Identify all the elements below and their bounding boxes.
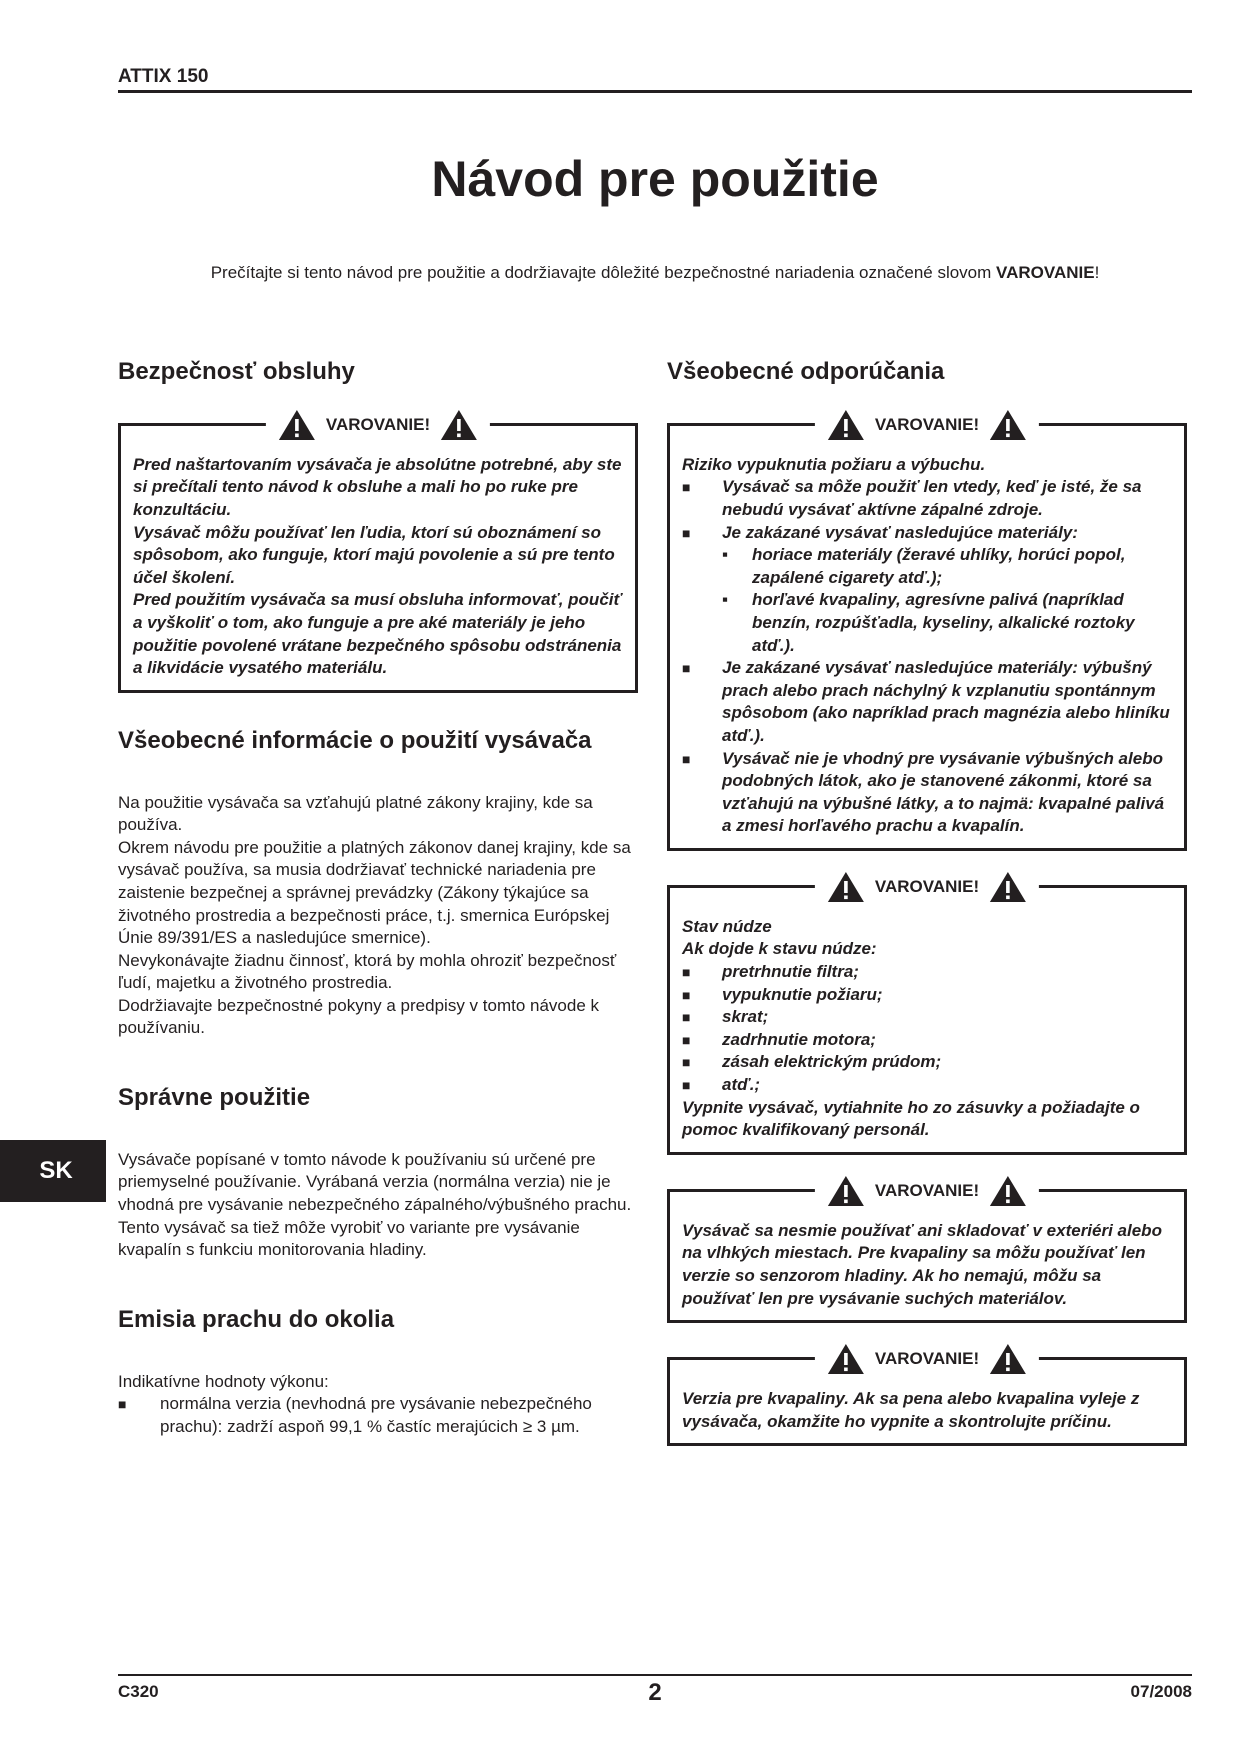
- warning-body: [682, 916, 1172, 1142]
- paragraph: Na použitie vysávača sa vzťahujú platné zákony krajiny, kde sa používa.: [118, 792, 593, 835]
- list-item: ■ zadrhnutie motora;: [682, 1029, 1172, 1052]
- warning-box-fire-explosion: [667, 414, 1187, 851]
- list-item: ■ Je zakázané vysávať nasledujúce materiály: výbušný prach alebo prach náchylný k vzplanutiu spontánnym spôsobom (ako napríklad prach magnézia alebo hliníku atď.).: [682, 657, 1172, 747]
- warning-triangle-icon: [989, 409, 1027, 441]
- warning-box-emergency: [667, 876, 1187, 1155]
- sub-list-item: ▪ horiace materiály (žeravé uhlíky, horúci popol, zapálené cigarety atď.);: [722, 544, 1172, 589]
- list-item: ■ normálna verzia (nevhodná pre vysávanie nebezpečného prachu): zadrží aspoň 99,1 % častíc merajúcich ≥ 3 µm.: [118, 1393, 638, 1438]
- warning-triangle-icon: [989, 1343, 1027, 1375]
- footer-date: 07/2008: [1130, 1682, 1192, 1701]
- warning-triangle-icon: [278, 409, 316, 441]
- general-info-text: [118, 792, 638, 1041]
- warning-box-outdoor-use: [667, 1180, 1187, 1323]
- section-heading-general-recommendations: Všeobecné odporúčania: [667, 358, 945, 385]
- bullet-list: [682, 961, 1172, 1097]
- warning-label: VAROVANIE!: [874, 1349, 980, 1369]
- warning-line: Ak dojde k stavu núdze:: [682, 939, 877, 959]
- bullet-list: [118, 1393, 638, 1438]
- intro-keyword: VAROVANIE: [996, 263, 1095, 282]
- warning-line: Pred použitím vysávača sa musí obsluha informovať, poučiť a vyškoliť o tom, ako funguje a pre aké materiály je jeho použitie povolené vrátane bezpečného spôsobu odstránenia a likvidácie vysatého materiálu.: [133, 590, 622, 678]
- section-heading-operator-safety: Bezpečnosť obsluhy: [118, 358, 355, 385]
- footer-rule: [118, 1674, 1192, 1676]
- warning-triangle-icon: [989, 1175, 1027, 1207]
- warning-triangle-icon: [989, 871, 1027, 903]
- section-heading-dust-emission: Emisia prachu do okolia: [118, 1305, 395, 1333]
- header-rule: [118, 90, 1192, 93]
- proper-use-text: [118, 1149, 638, 1262]
- warning-header: [815, 409, 1039, 441]
- footer-doc-code: C320: [118, 1682, 159, 1701]
- paragraph: Indikatívne hodnoty výkonu:: [118, 1371, 329, 1391]
- warning-body: Vysávač sa nesmie používať ani skladovať v exteriéri alebo na vlhkých miestach. Pre kvapaliny sa môžu používať len verzie so senzorom hladiny. Ak ho nemajú, môžu sa používať len pre vysávanie suchých materiálov.: [682, 1220, 1162, 1308]
- warning-triangle-icon: [827, 871, 865, 903]
- warning-triangle-icon: [827, 1343, 865, 1375]
- warning-header: [815, 1175, 1039, 1207]
- page-number: 2: [648, 1679, 662, 1706]
- list-item: ■ Vysávač sa môže použiť len vtedy, keď je isté, že sa nebudú vysávať aktívne zápalné zdroje.: [682, 476, 1172, 521]
- list-item: ■ Je zakázané vysávať nasledujúce materiály: ▪ horiace materiály (žeravé uhlíky, horúci popol, zapálené cigarety atď.); ▪ horľavé kvapaliny, agresívne palivá (napríklad benzín, rozpúšťadla, kyseliny, alkalické roztoky atď.).: [682, 522, 1172, 658]
- warning-box-operator-safety: [118, 414, 638, 693]
- paragraph: Tento vysávač sa tiež môže vyrobiť vo variante pre vysávanie kvapalín s funkciu monitorovania hladiny.: [118, 1217, 580, 1260]
- list-item: ■ zásah elektrickým prúdom;: [682, 1051, 1172, 1074]
- warning-body: Verzia pre kvapaliny. Ak sa pena alebo kvapalina vyleje z vysávača, okamžite ho vypnite a skontrolujte príčinu.: [682, 1389, 1140, 1431]
- list-item: ■ vypuknutie požiaru;: [682, 984, 1172, 1007]
- page-title: Návod pre použitie: [431, 151, 879, 207]
- header-model: ATTIX 150: [118, 66, 209, 87]
- right-column: [667, 358, 1187, 1480]
- warning-triangle-icon: [827, 409, 865, 441]
- warning-body: [133, 454, 623, 680]
- section-heading-general-info: Všeobecné informácie o použití vysávača: [118, 726, 592, 754]
- warning-line: Vypnite vysávač, vytiahnite ho zo zásuvky a požiadajte o pomoc kvalifikovaný personál.: [682, 1097, 1140, 1140]
- warning-label: VAROVANIE!: [325, 414, 431, 434]
- warning-body: [682, 454, 1172, 838]
- paragraph: Vysávače popísané v tomto návode k používaniu sú určené pre priemyselné používanie. Vyrábaná verzia (normálna verzia) nie je vhodná pre vysávanie nebezpečného zápalného/výbušného prachu.: [118, 1149, 632, 1215]
- warning-header: [266, 409, 490, 441]
- warning-box-liquid-version: [667, 1349, 1187, 1446]
- warning-label: VAROVANIE!: [874, 1180, 980, 1200]
- section-heading-proper-use: Správne použitie: [118, 1084, 311, 1112]
- sub-list-item: ▪ horľavé kvapaliny, agresívne palivá (napríklad benzín, rozpúšťadla, kyseliny, alkalické roztoky atď.).: [722, 589, 1172, 657]
- warning-label: VAROVANIE!: [874, 876, 980, 896]
- paragraph: Nevykonávajte žiadnu činnosť, ktorá by mohla ohroziť bezpečnosť ľudí, majetku a životného prostredia.: [118, 950, 617, 993]
- bullet-list: [682, 476, 1172, 838]
- warning-triangle-icon: [827, 1175, 865, 1207]
- paragraph: Okrem návodu pre použitie a platných zákonov danej krajiny, kde sa vysávač používa, sa musia dodržiavať technické nariadenia pre zaistenie bezpečnej a správnej prevádzky (Zákony týkajúce sa životného prostredia a bezpečnosti práce, t.j. smernica Európskej Únie 89/391/ES a nasledujúce smernice).: [118, 837, 631, 948]
- list-item: ■ skrat;: [682, 1006, 1172, 1029]
- list-item: ■ pretrhnutie filtra;: [682, 961, 1172, 984]
- paragraph: Dodržiavajte bezpečnostné pokyny a predpisy v tomto návode k používaniu.: [118, 995, 599, 1038]
- intro-text: Prečítajte si tento návod pre použitie a dodržiavajte dôležité bezpečnostné nariadenia označené slovom VAROVANIE!: [210, 263, 1100, 282]
- warning-line: Pred naštartovaním vysávača je absolútne potrebné, aby ste si prečítali tento návod k obsluhe a mali ho po ruke pre konzultáciu.: [133, 454, 622, 519]
- warning-line: Vysávač môžu používať len ľudia, ktorí sú oboznámení so spôsobom, ako funguje, ktorí majú povolenie a sú pre tento účel školení.: [133, 522, 615, 587]
- warning-header: [815, 871, 1039, 903]
- left-column: [118, 358, 638, 1482]
- language-tab: SK: [0, 1140, 106, 1202]
- sub-bullet-list: [722, 544, 1172, 657]
- list-item: ■ Vysávač nie je vhodný pre vysávanie výbušných alebo podobných látok, ako je stanovené zákonmi, ktoré sa vzťahujú na výbušné látky, a to najmä: kvapalné palivá a zmesi horľavého prachu a kvapalín.: [682, 748, 1172, 838]
- warning-line: Stav núdze: [682, 916, 772, 936]
- warning-label: VAROVANIE!: [874, 414, 980, 434]
- warning-line: Riziko vypuknutia požiaru a výbuchu.: [682, 454, 986, 474]
- list-item: ■ atď.;: [682, 1074, 1172, 1097]
- warning-header: [815, 1343, 1039, 1375]
- dust-emission-text: [118, 1371, 638, 1439]
- warning-triangle-icon: [440, 409, 478, 441]
